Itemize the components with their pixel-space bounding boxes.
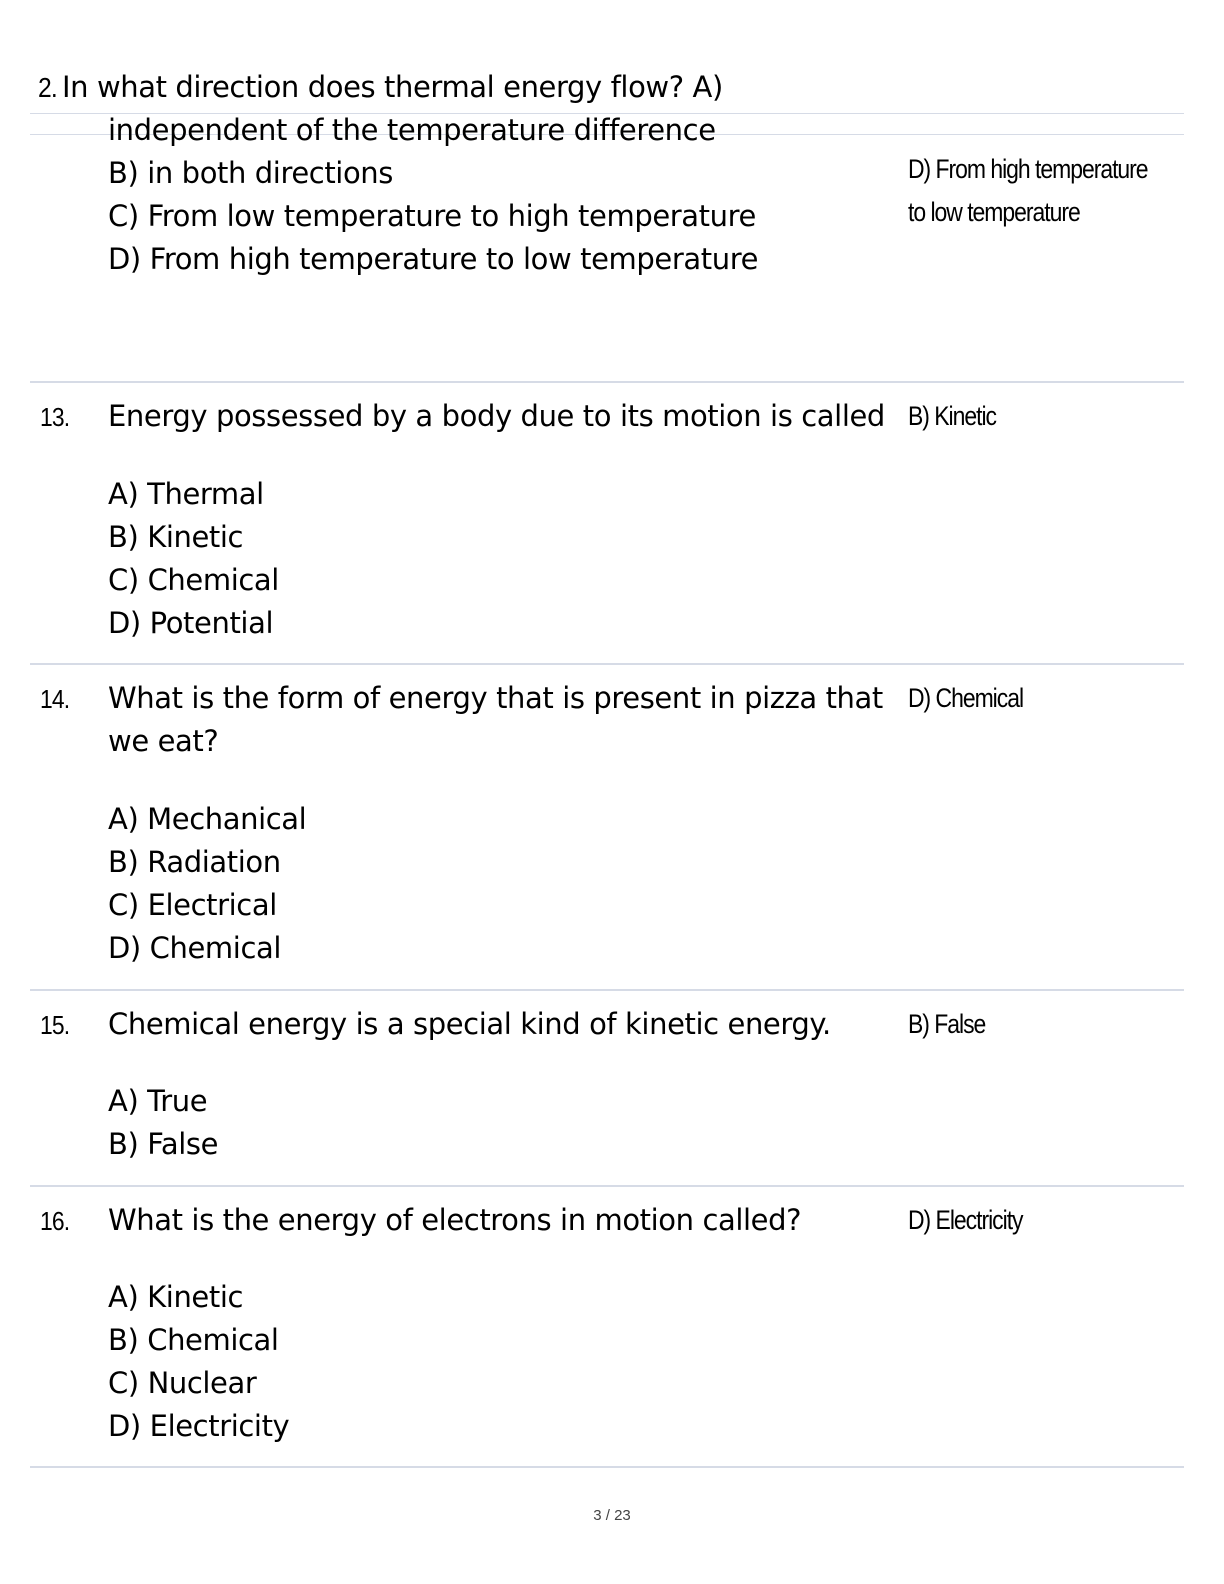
option-item: C) Electrical xyxy=(108,888,277,922)
option-item: A) Mechanical xyxy=(108,802,307,836)
divider-line xyxy=(30,989,1184,991)
answer-text: to low temperature xyxy=(908,197,1080,227)
option-item: C) Nuclear xyxy=(108,1366,257,1400)
answer-text: B) False xyxy=(908,1009,986,1039)
option-item: B) Kinetic xyxy=(108,520,244,554)
question-number: 15. xyxy=(40,1010,70,1040)
option-item: B) False xyxy=(108,1127,219,1161)
answer-text: B) Kinetic xyxy=(908,401,997,431)
option-item: A) True xyxy=(108,1084,208,1118)
question-number: 14. xyxy=(40,684,70,714)
option-item: D) Chemical xyxy=(108,931,282,965)
divider-line xyxy=(30,381,1184,383)
option-item: B) in both directions xyxy=(108,156,393,190)
question-text: What is the energy of electrons in motion called? xyxy=(108,1203,802,1237)
option-item: B) Radiation xyxy=(108,845,281,879)
option-item: C) Chemical xyxy=(108,563,279,597)
question-text: Energy possessed by a body due to its motion is called xyxy=(108,399,885,433)
option-item: A) Thermal xyxy=(108,477,264,511)
divider-line xyxy=(30,1466,1184,1468)
question-number: 16. xyxy=(40,1206,70,1236)
answer-text: D) Chemical xyxy=(908,683,1024,713)
question-text: we eat? xyxy=(108,724,219,758)
option-item: C) From low temperature to high temperature xyxy=(108,199,756,233)
option-item: D) Potential xyxy=(108,606,274,640)
question-text: Chemical energy is a special kind of kinetic energy. xyxy=(108,1007,831,1041)
option-item: D) From high temperature to low temperature xyxy=(108,242,759,276)
option-item: independent of the temperature difference xyxy=(108,113,716,147)
answer-text: D) From high temperature xyxy=(908,154,1148,184)
answer-text: D) Electricity xyxy=(908,1205,1023,1235)
page-indicator: 3 / 23 xyxy=(593,1507,631,1524)
option-item: B) Chemical xyxy=(108,1323,279,1357)
option-item: A) Kinetic xyxy=(108,1280,244,1314)
question-number: 2. xyxy=(38,72,57,103)
question-text: What is the form of energy that is present in pizza that xyxy=(108,681,883,715)
question-text: In what direction does thermal energy flow? A) xyxy=(62,70,723,104)
question-number: 13. xyxy=(40,402,70,432)
divider-line xyxy=(30,663,1184,665)
option-item: D) Electricity xyxy=(108,1409,290,1443)
divider-line xyxy=(30,1185,1184,1187)
